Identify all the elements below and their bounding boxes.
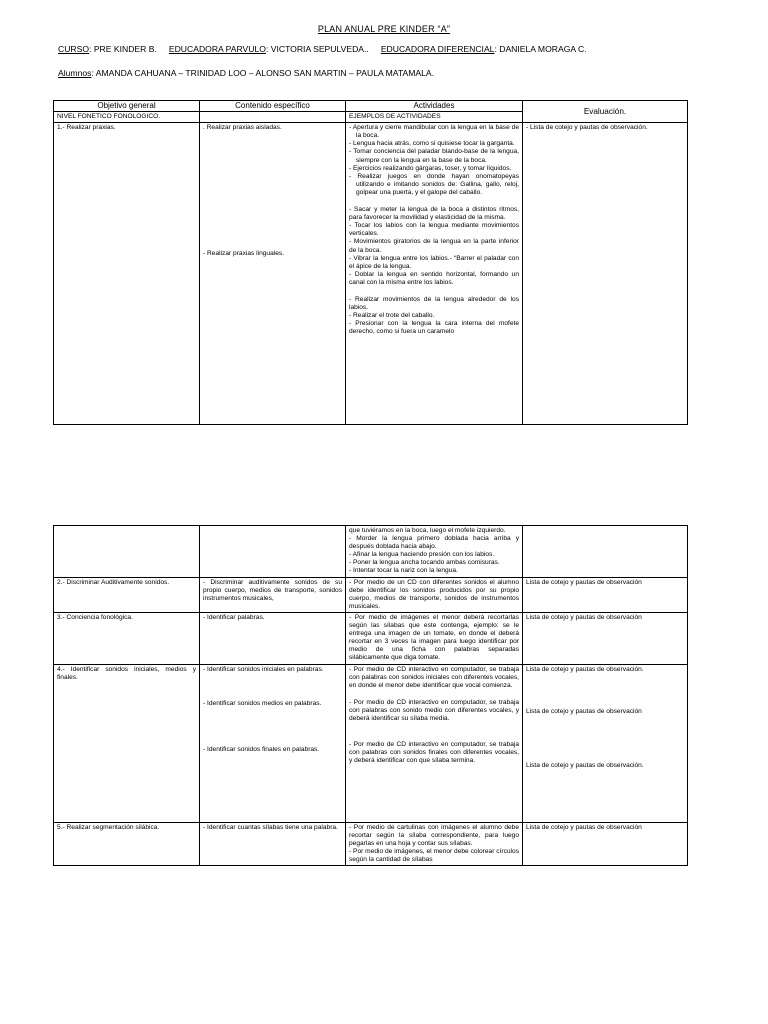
list-item: - Vibrar la lengua entre los labios.- “Barrer el paladar con el ápice de la lengua. — [349, 254, 519, 270]
list-item: - Doblar la lengua en sentido horizontal, formando un canal con la misma entre los labios. — [349, 270, 519, 286]
educadora-diferencial-label: EDUCADORA DIFERENCIAL — [380, 44, 495, 54]
list-item: - Realizar movimientos de la lengua alrededor de los labios. — [349, 295, 519, 312]
activity-list — [349, 124, 519, 197]
curso-label: CURSO — [58, 44, 90, 54]
plan-table-page-1 — [53, 100, 688, 425]
list-item: - Ejercicios realizando gárgaras, toser, y tomar líquidos. — [349, 164, 512, 172]
table-row — [54, 526, 688, 578]
contenido-item: . Realizar praxias aisladas. — [203, 124, 282, 132]
evaluacion-cell: Lista de cotejo y pautas de observación — [523, 822, 688, 865]
actividades-cell: - Por medio de imágenes el menor deberá recortarlas según las sílabas que este contenga, ejemplo: se le entrega una imagen de un tomate, en donde el deberá recortar en 3 veces la imagen para luego identificar por medio de una ficha con palabras separadas silábicamente que diga tomate. — [346, 612, 523, 664]
contenido-item: - Identificar sonidos finales en palabras. — [203, 745, 320, 753]
header-evaluacion: Evaluación. — [523, 101, 688, 123]
objetivo-cell: 5.- Realizar segmentación silábica. — [54, 822, 200, 865]
list-item: - Por medio de cartulinas con imágenes el alumno debe recortar según la sílaba correspondiente, para luego pegarlas en una hoja y contar sus sílabas. — [349, 823, 519, 847]
empty-cell — [200, 112, 346, 123]
actividades-cell — [346, 123, 523, 425]
actividades-cell — [346, 526, 523, 578]
evaluacion-cell — [523, 664, 688, 822]
table-row — [54, 577, 688, 612]
objetivo-cell — [54, 526, 200, 578]
list-item: - Tomar conciencia del paladar blando-base de la lengua, siempre con la lengua en la base de la boca. — [349, 148, 519, 164]
contenido-cell — [200, 123, 346, 425]
curso-value: : PRE KINDER B. — [89, 44, 157, 54]
evaluacion-item: Lista de cotejo y pautas de observación — [526, 707, 642, 715]
evaluacion-cell — [523, 526, 688, 578]
header-actividades: Actividades — [346, 101, 523, 112]
list-item: - Realizar el trote del caballo. — [349, 312, 435, 320]
course-line — [58, 44, 587, 54]
list-item: - Poner la lengua ancha tocando ambas comisuras. — [349, 559, 500, 567]
list-item: - Morder la lengua primero doblada hacia arriba y después doblada hacia abajo. — [349, 535, 519, 551]
objetivo-cell: 1.- Realizar praxias. — [54, 123, 200, 425]
list-item: - Lengua hacia atrás, como si quisiese tocar la garganta. — [349, 140, 515, 148]
contenido-item: - Identificar sonidos medios en palabras. — [203, 699, 322, 707]
objetivo-cell: 2.- Discriminar Auditivamente sonidos. — [54, 577, 200, 612]
list-item: - Por medio de imágenes, el menor debe colorear círculos según la cantidad de sílabas — [349, 847, 519, 863]
table-row — [54, 612, 688, 664]
evaluacion-item: Lista de cotejo y pautas de observación. — [526, 665, 644, 673]
evaluacion-cell: - Lista de cotejo y pautas de observación. — [523, 123, 688, 425]
list-item: - Tocar los labios con la lengua mediante movimientos verticales. — [349, 222, 519, 238]
educadora-parvulo-value: : VICTORIA SEPULVEDA.. — [265, 44, 369, 54]
table-row — [54, 822, 688, 865]
header-contenido: Contenido específico — [200, 101, 346, 112]
alumnos-value: : AMANDA CAHUANA – TRINIDAD LOO – ALONSO SAN MARTIN – PAULA MATAMALA. — [91, 68, 435, 78]
table-row — [54, 123, 688, 425]
list-item: - Realizar juegos en donde hayan onomatopeyas utilizando e imitando sonidos de: Gallina, gallo, reloj, golpear una puerta, y el galope del caballo. — [349, 172, 519, 196]
educadora-diferencial-value: : DANIELA MORAGA C. — [494, 44, 587, 54]
plan-table-page-2 — [53, 525, 688, 866]
list-item: - Sacar y meter la lengua de la boca a distintos ritmos, para favorecer la movilidad y elasticidad de la misma. — [349, 206, 519, 222]
list-item: - Por medio de CD interactivo en computador, se trabaja con palabras con sonido medio con diferentes vocales, y deberá identificar su sílaba media. — [349, 698, 519, 722]
list-item: - Afinar la lengua haciendo presión con los labios. — [349, 551, 495, 559]
actividades-cell — [346, 822, 523, 865]
list-item: - Presionar con la lengua la cara interna del mofete derecho, como si fuera un caramelo — [349, 320, 519, 336]
contenido-item: - Identificar sonidos iniciales en palabras. — [203, 665, 324, 673]
contenido-item: - Realizar praxias linguales. — [203, 250, 284, 258]
evaluacion-cell: Lista de cotejo y pautas de observación — [523, 612, 688, 664]
list-item: que tuviéramos en la boca, luego el mofete izquierdo. — [349, 527, 506, 534]
objetivo-cell: 3.- Conciencia fonológica. — [54, 612, 200, 664]
contenido-cell — [200, 664, 346, 822]
ejemplos-label: EJEMPLOS DE ACTIVIDADES — [346, 112, 523, 123]
list-item: - Por medio de CD interactivo en computador, se trabaja con palabras con sonidos finales con diferentes vocales, y deberá identificar con que sílaba termina. — [349, 741, 519, 765]
table-header-row — [54, 101, 688, 112]
objetivo-cell: 4.- Identificar sonidos iniciales, medios y finales. — [54, 664, 200, 822]
contenido-cell: - Identificar palabras. — [200, 612, 346, 664]
alumnos-label: Alumnos — [58, 68, 92, 78]
table-row — [54, 664, 688, 822]
header-objetivo: Objetivo general — [54, 101, 200, 112]
list-item: - Movimientos giratorios de la lengua en la parte inferior de la boca. — [349, 238, 519, 254]
list-item: - Intentar tocar la nariz con la lengua. — [349, 567, 458, 575]
educadora-parvulo-label: EDUCADORA PARVULO — [168, 44, 266, 54]
contenido-cell: - Identificar cuantas sílabas tiene una palabra. — [200, 822, 346, 865]
actividades-cell — [346, 664, 523, 822]
evaluacion-item: Lista de cotejo y pautas de observación. — [526, 761, 644, 769]
evaluacion-cell: Lista de cotejo y pautas de observación — [523, 577, 688, 612]
nivel-label: NIVEL FONETICO FONOLOGICO. — [54, 112, 200, 123]
students-line — [58, 68, 434, 78]
actividades-cell: - Por medio de un CD con diferentes sonidos el alumno debe identificar los sonidos producidos por su propio cuerpo, medios de transporte, sonidos de instrumentos musicales. — [346, 577, 523, 612]
list-item: - Por medio de CD interactivo en computador, se trabaja con palabras con sonidos iniciales con diferentes vocales, en donde el menor debe identificar que vocal comienza. — [349, 665, 519, 689]
contenido-cell: - Discriminar auditivamente sonidos de su propio cuerpo, medios de transporte, sonidos instrumentos musicales, — [200, 577, 346, 612]
contenido-cell — [200, 526, 346, 578]
document-title: PLAN ANUAL PRE KINDER “A” — [317, 24, 451, 34]
list-item: - Apertura y cierre mandibular con la lengua en la base de la boca. — [349, 124, 519, 140]
